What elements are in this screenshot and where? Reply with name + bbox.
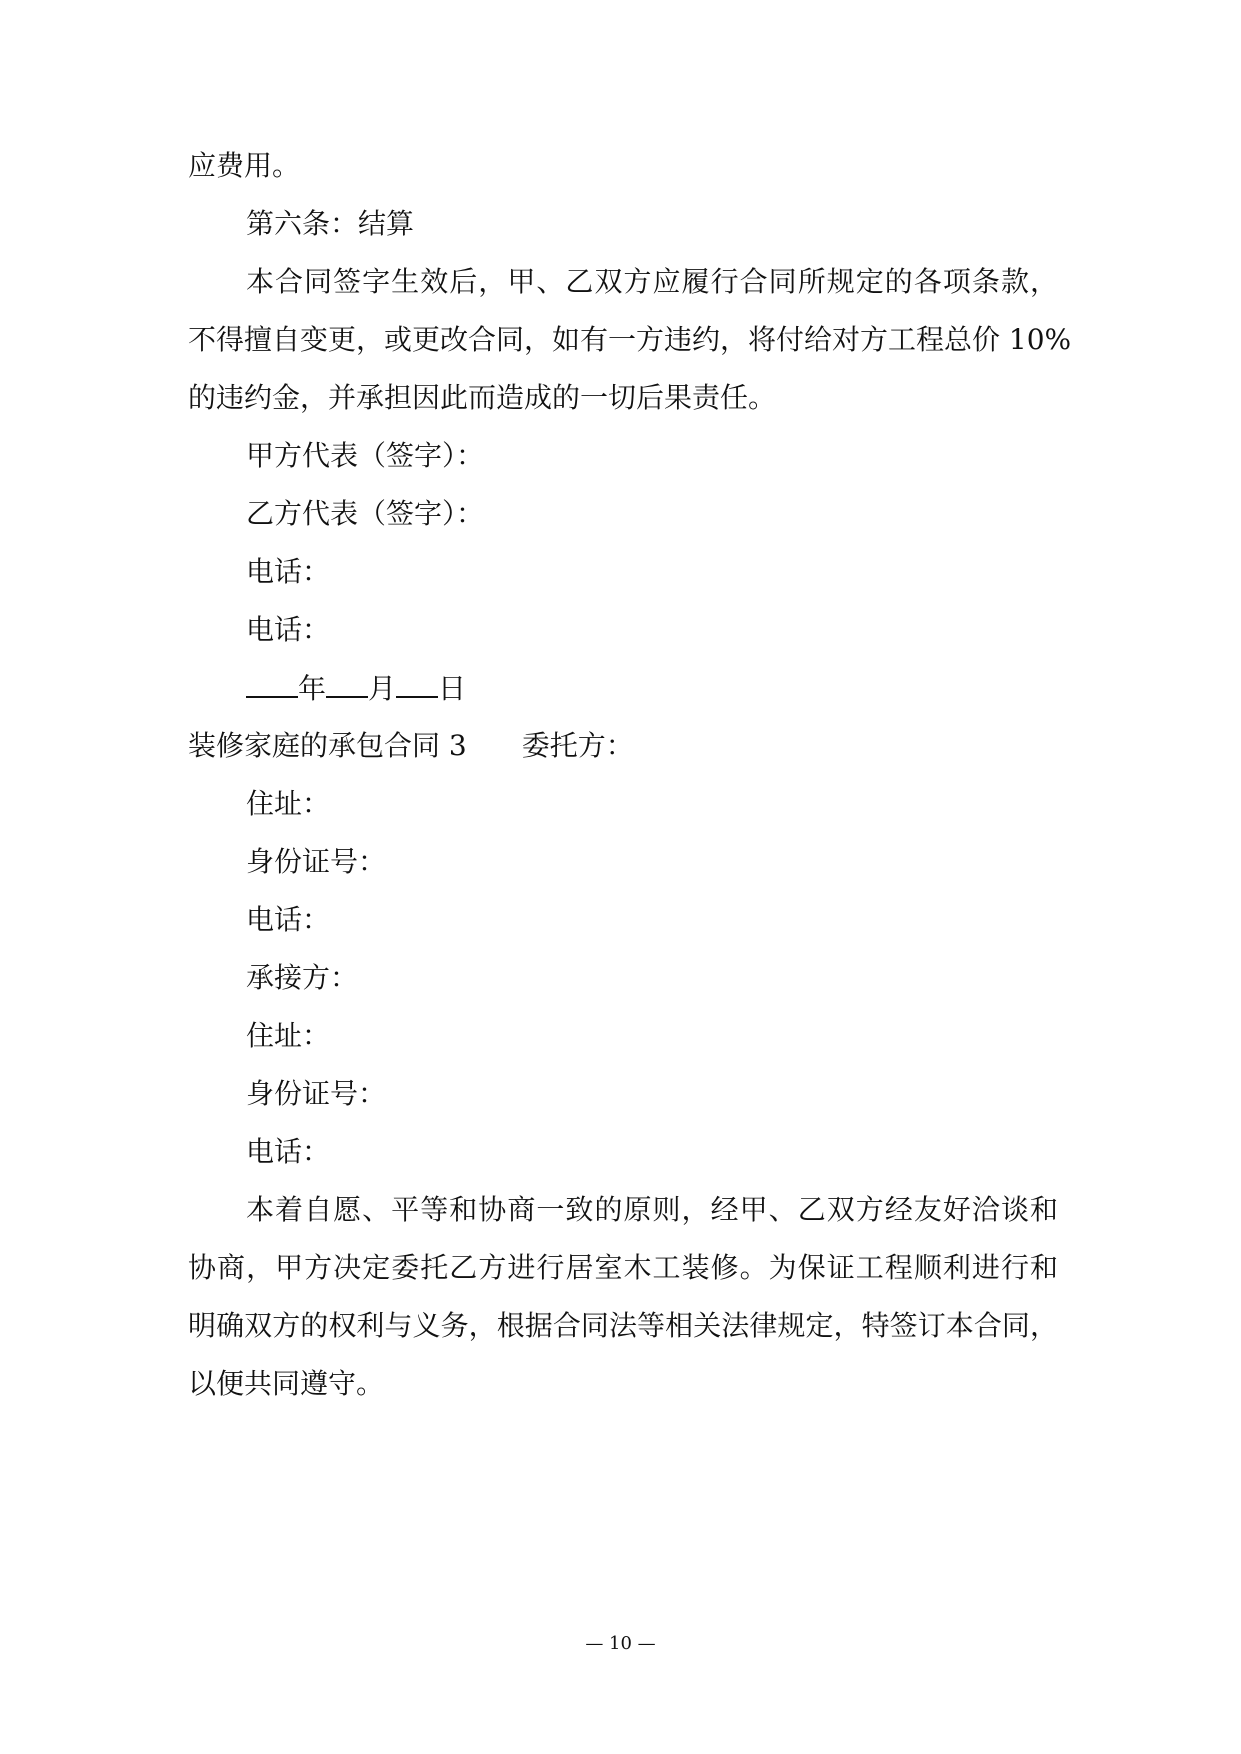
signature-line-party-b: 乙方代表（签字）：: [246, 497, 485, 530]
paragraph-line: 本合同签字生效后，甲、乙双方应履行合同所规定的各项条款，: [246, 265, 1058, 298]
address-line: 住址：: [246, 1019, 331, 1052]
phone-line: 电话：: [246, 1135, 331, 1168]
paragraph-line: 本着自愿、平等和协商一致的原则，经甲、乙双方经友好洽谈和: [246, 1193, 1058, 1226]
signature-line-party-a: 甲方代表（签字）：: [246, 439, 485, 472]
page-number: — 10 —: [585, 1633, 656, 1654]
month-blank: [326, 668, 368, 698]
section-title: 装修家庭的承包合同 3: [188, 729, 467, 762]
address-line: 住址：: [246, 787, 331, 820]
month-label: 月: [368, 672, 397, 705]
client-label: 委托方：: [521, 729, 634, 762]
day-blank: [396, 668, 438, 698]
article-heading: 第六条：结算: [246, 207, 415, 240]
paragraph-line: 的违约金，并承担因此而造成的一切后果责任。: [188, 381, 777, 414]
paragraph-line: 协商，甲方决定委托乙方进行居室木工装修。为保证工程顺利进行和: [188, 1251, 1058, 1284]
paragraph-line: 不得擅自变更，或更改合同，如有一方违约，将付给对方工程总价 10%: [188, 323, 1072, 356]
phone-line: 电话：: [246, 613, 331, 646]
year-blank: [246, 668, 298, 698]
text-line: 应费用。: [188, 149, 301, 182]
paragraph-line: 明确双方的权利与义务，根据合同法等相关法律规定，特签订本合同，: [188, 1309, 1058, 1342]
phone-line: 电话：: [246, 903, 331, 936]
paragraph-line: 以便共同遵守。: [188, 1367, 385, 1400]
contractor-label: 承接方：: [246, 961, 359, 994]
day-label: 日: [438, 672, 467, 705]
date-line: [246, 668, 1116, 709]
id-number-line: 身份证号：: [246, 845, 387, 878]
id-number-line: 身份证号：: [246, 1077, 387, 1110]
section-title-line: [188, 726, 1058, 766]
year-label: 年: [298, 672, 327, 705]
phone-line: 电话：: [246, 555, 331, 588]
